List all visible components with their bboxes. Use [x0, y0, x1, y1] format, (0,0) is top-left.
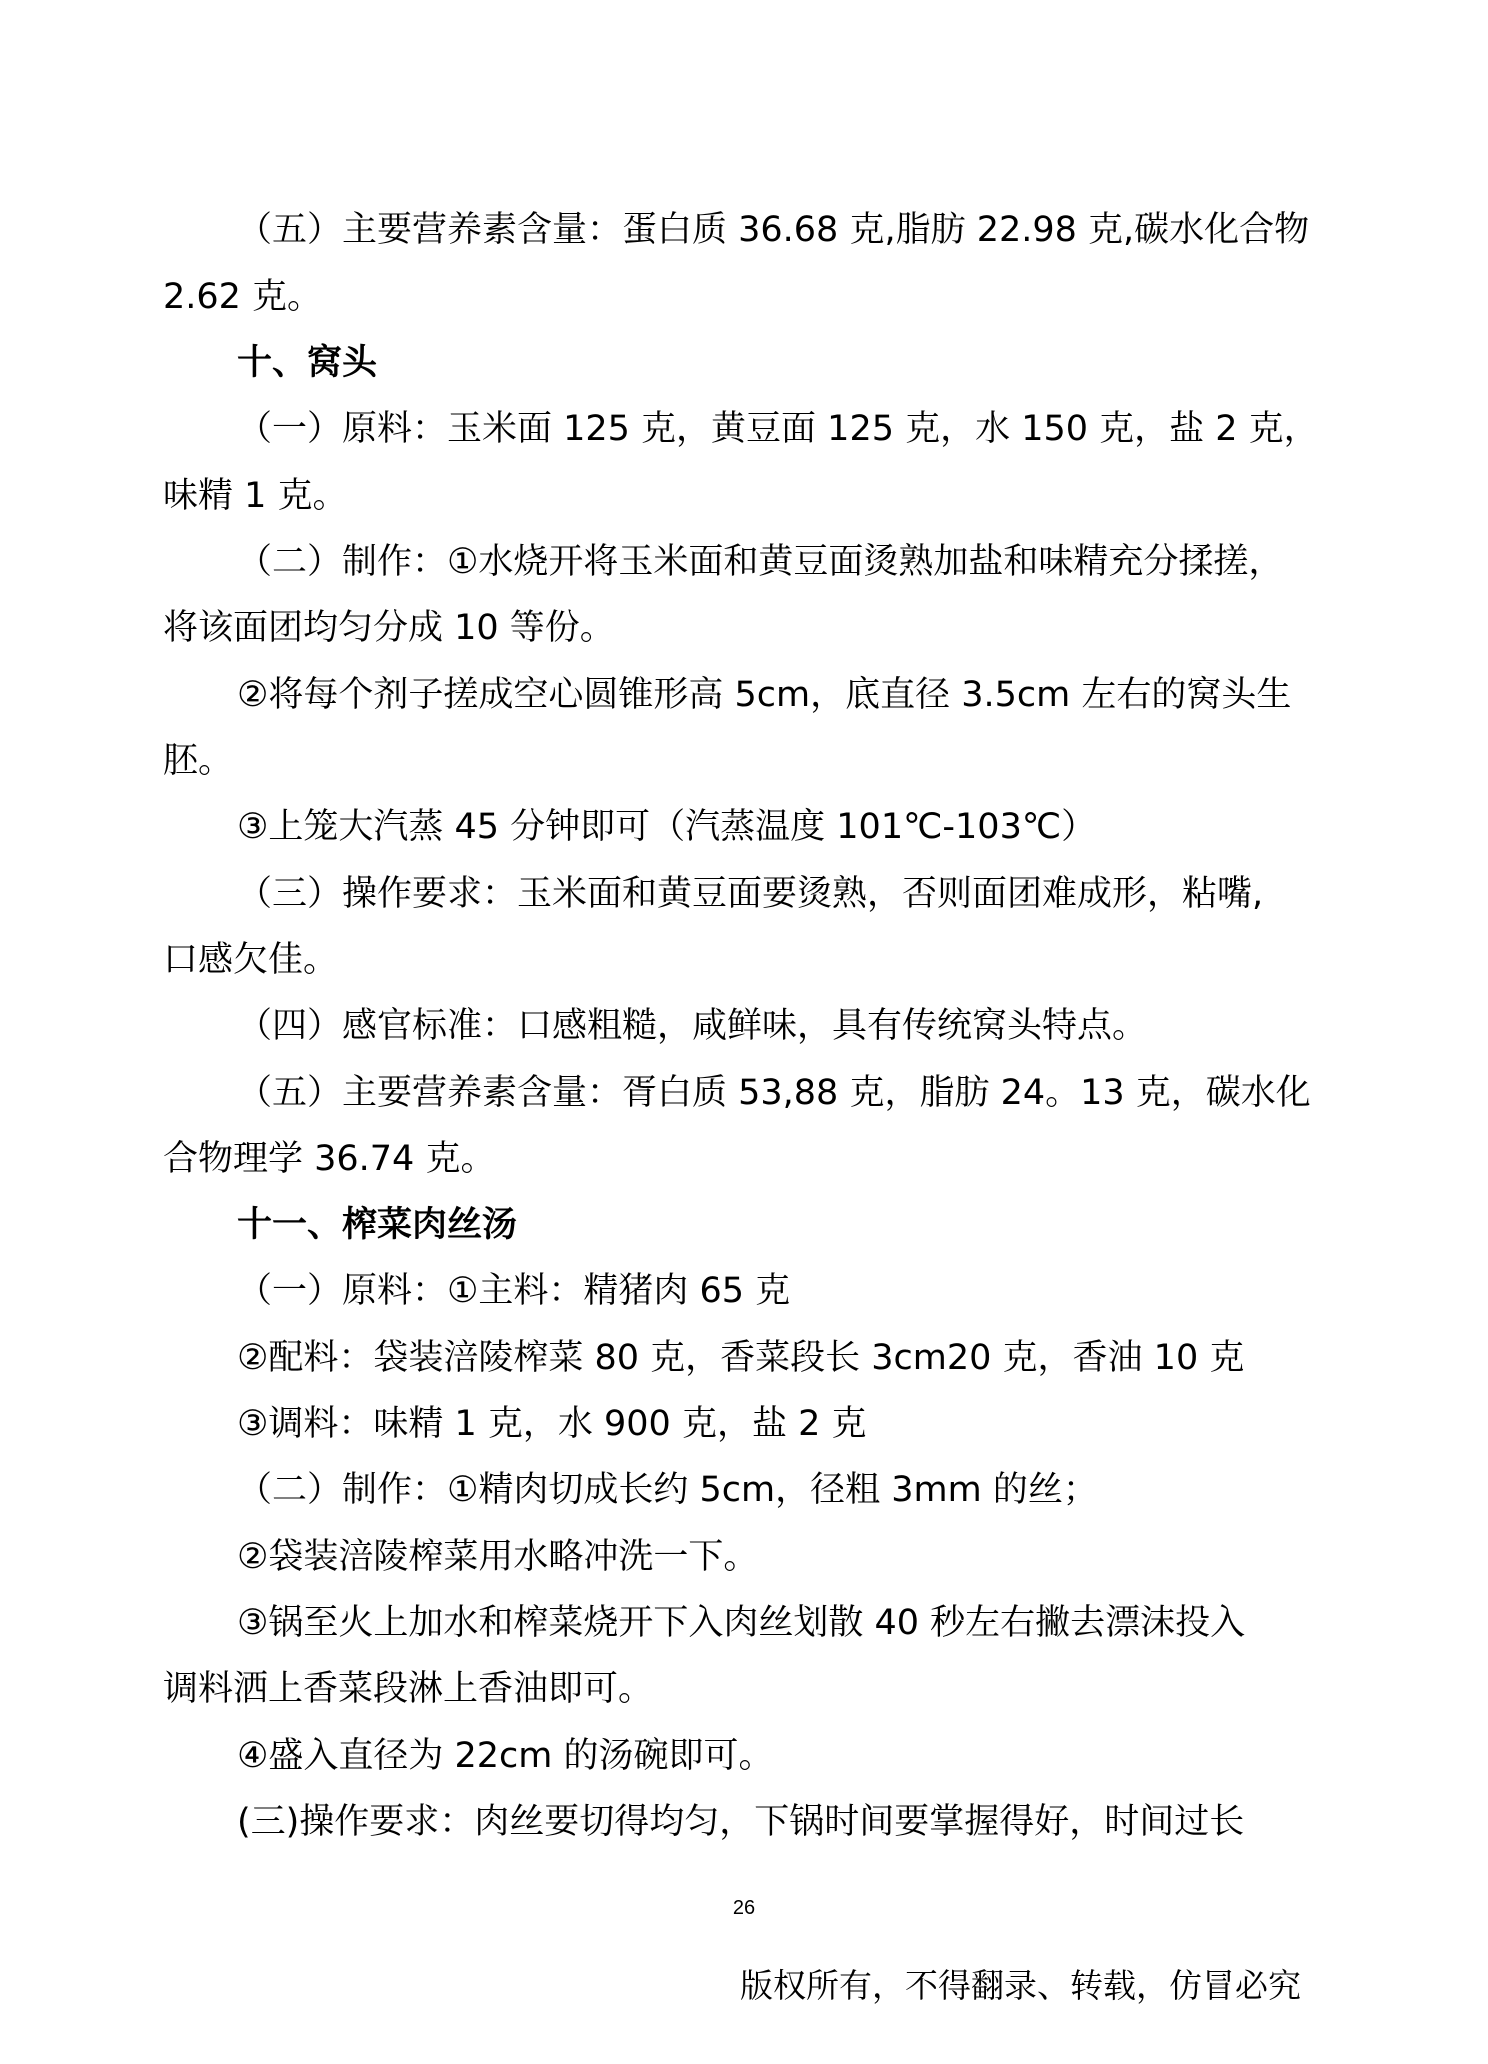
section-heading-wotou: 十、窝头 — [237, 343, 378, 383]
text-line: 口感欠佳。 — [163, 940, 339, 980]
text-line: 味精 1 克。 — [163, 476, 348, 516]
ingredients-line: （一）原料：玉米面 125 克，黄豆面 125 克，水 150 克，盐 2 克， — [237, 409, 1319, 449]
method-line: （二）制作：①水烧开将玉米面和黄豆面烫熟加盐和味精充分揉搓， — [237, 542, 1284, 582]
ingredients-line: ②配料：袋装涪陵榨菜 80 克，香菜段长 3cm20 克，香油 10 克 — [237, 1338, 1245, 1378]
section-heading-soup: 十一、榨菜肉丝汤 — [237, 1205, 518, 1245]
method-step-line: ③上笼大汽蒸 45 分钟即可（汽蒸温度 101℃-103℃） — [237, 807, 1097, 847]
nutrition-line: （五）主要营养素含量：蛋白质 36.68 克,脂肪 22.98 克,碳水化合物 — [237, 210, 1310, 250]
method-line: （二）制作：①精肉切成长约 5cm，径粗 3mm 的丝； — [237, 1470, 1098, 1510]
requirements-line: (三)操作要求：肉丝要切得均匀，下锅时间要掌握得好，时间过长 — [237, 1802, 1245, 1842]
text-line: 将该面团均匀分成 10 等份。 — [163, 608, 615, 648]
text-line: 胚。 — [163, 741, 234, 781]
page-number: 26 — [732, 1897, 756, 1919]
text-line: 调料洒上香菜段淋上香油即可。 — [163, 1669, 654, 1709]
ingredients-line: （一）原料：①主料：精猪肉 65 克 — [237, 1271, 791, 1311]
requirements-line: （三）操作要求：玉米面和黄豆面要烫熟，否则面团难成形，粘嘴, — [237, 874, 1264, 914]
method-step-line: ③锅至火上加水和榨菜烧开下入肉丝划散 40 秒左右撇去漂沫投入 — [237, 1603, 1246, 1643]
method-step-line: ④盛入直径为 22cm 的汤碗即可。 — [237, 1736, 774, 1776]
sensory-standard-line: （四）感官标准：口感粗糙，咸鲜味，具有传统窝头特点。 — [237, 1006, 1148, 1046]
nutrition-line: （五）主要营养素含量：胥白质 53,88 克，脂肪 24。13 克，碳水化 — [237, 1073, 1311, 1113]
method-step-line: ②袋装涪陵榨菜用水略冲洗一下。 — [237, 1537, 759, 1577]
copyright-footer: 版权所有，不得翻录、转载，仿冒必究 — [740, 1966, 1301, 2005]
ingredients-line: ③调料：味精 1 克，水 900 克，盐 2 克 — [237, 1404, 867, 1444]
text-line: 2.62 克。 — [163, 277, 323, 317]
method-step-line: ②将每个剂子搓成空心圆锥形高 5cm，底直径 3.5cm 左右的窝头生 — [237, 675, 1292, 715]
text-line: 合物理学 36.74 克。 — [163, 1139, 496, 1179]
